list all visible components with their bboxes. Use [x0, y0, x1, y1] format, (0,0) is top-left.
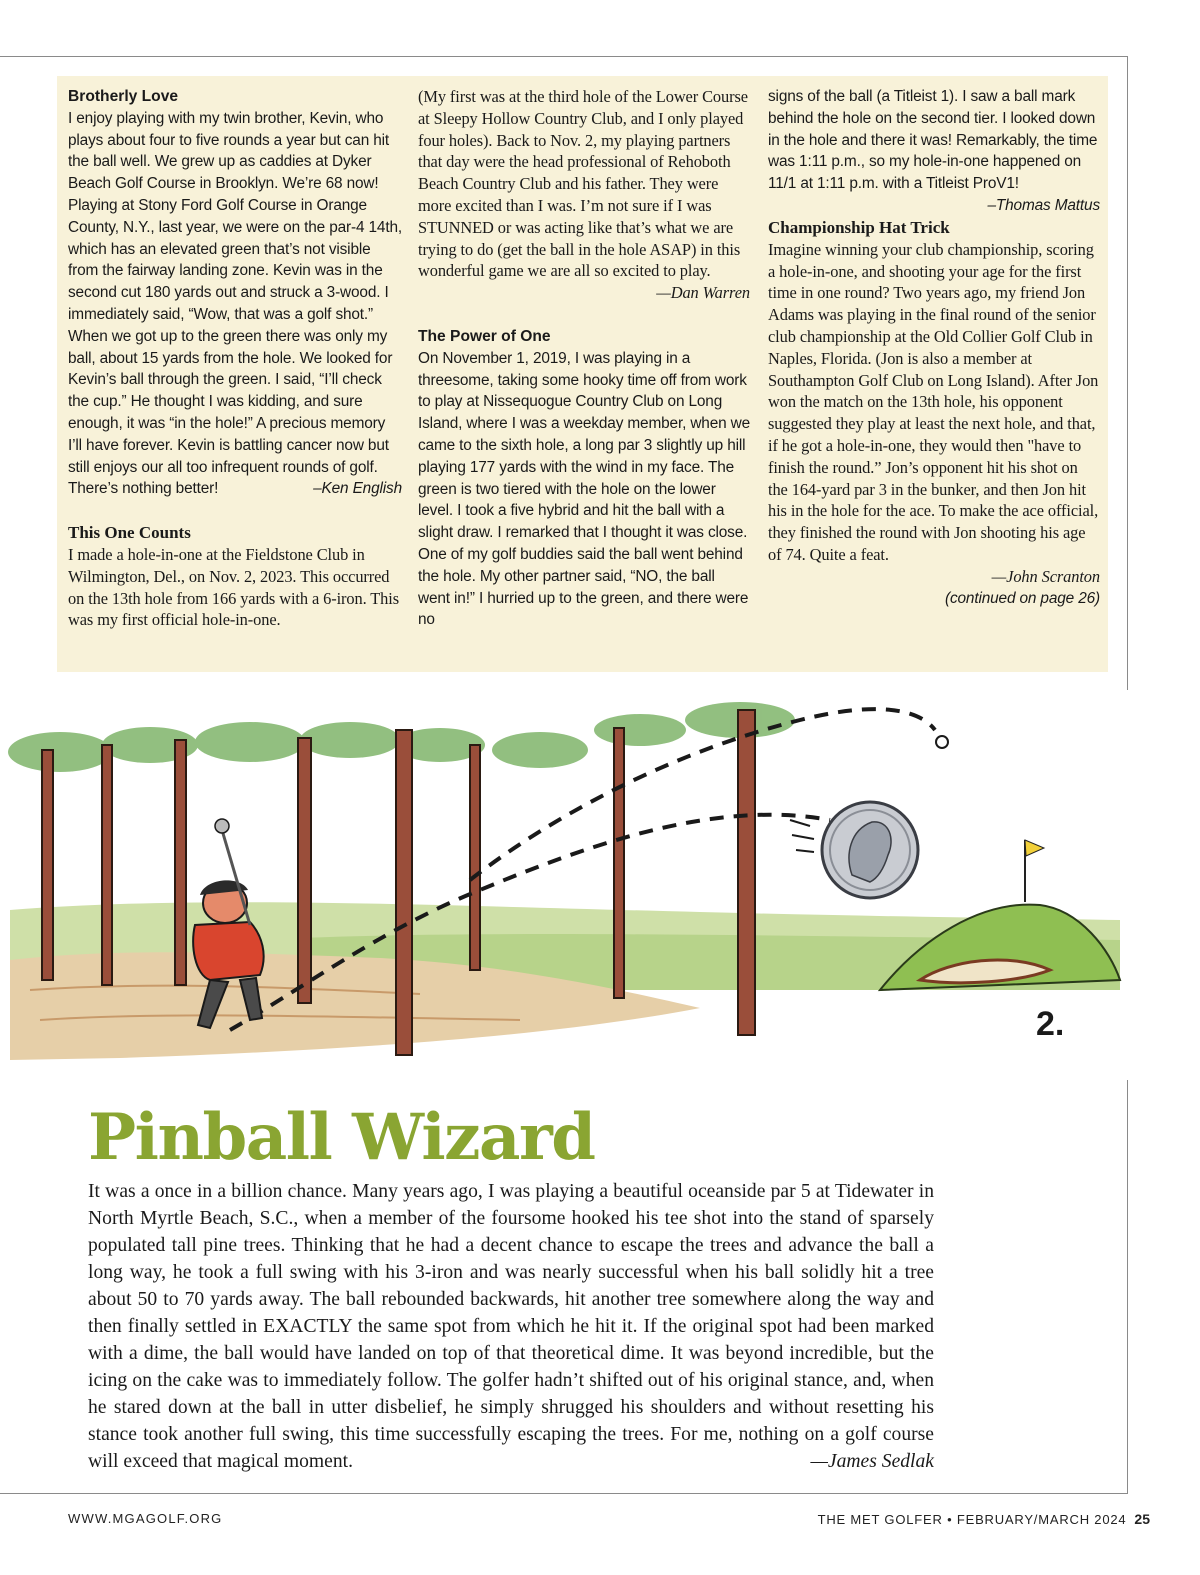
story-body-championship-hat-trick: Imagine winning your club championship, scoring a hole-in-one, and shooting your age for the first time in one round? Two years ago, my friend Jon Adams was playing in the final round of the senior club championship at the Old Collier Golf Club in Naples, Florida. (Jon is also a member at Southampton Golf Club on Long Island). After Jon won the match on the 13th hole, his opponent suggested they play at least the next hole, and that, if he got a hole-in-one, they would then "have to finish the round.” Jon’s opponent hit his shot on the 164-yard par 3 in the bunker, and then Jon hit his in the hole for the ace. To make the ace official, they finished the round with Jon shooting his age of 74. Quite a feat. — [768, 239, 1099, 564]
story-signature-dan-warren: —Dan Warren — [656, 283, 750, 303]
main-story-body-text: It was a once in a billion chance. Many years ago, I was playing a beautiful oceanside par 5 at Tidewater in North Myrtle Beach, S.C., when a member of the foursome hooked his tee shot into the stand of sparsely populated tall pine trees. Thinking that he had a decent chance to escape the trees and advance the ball a long way, he took a full swing with his 3-iron and was nearly successful when his ball solidly hit a tree about 50 to 70 yards away. The ball rebounded backwards, hit another tree somewhere along the way and then finally settled in EXACTLY the same spot from which he hit it. If the original spot had been marked with a dime, the ball would have landed on top of that theoretical dime. It was beyond incredible, but the icing on the cake was to immediately follow. The golfer hadn’t shifted out of his original stance, and, when he stared down at the ball in utter disbelief, he simply shrugged his shoulders and without resetting his stance took another full swing, this time successfully escaping the trees. For me, nothing on a golf course will exceed that magical moment. — [88, 1181, 934, 1472]
golf-cartoon-illustration — [0, 690, 1128, 1080]
story-body-this-one-counts: I made a hole-in-one at the Fieldstone Club in Wilmington, Del., on Nov. 2, 2023. This occurred on the 13th hole from 166 yards with a 6-iron. This was my first official hole-in-one. — [68, 544, 400, 630]
page-number: 25 — [1134, 1511, 1150, 1527]
story-body-power-of-one-cont — [768, 86, 1100, 214]
story-body-this-one-counts-cont: (My first was at the third hole of the Lower Course at Sleepy Hollow Country Club, and I only played four holes). Back to Nov. 2, my playing partners that day were the head professional of Rehoboth Beach Country Club and his father. They were more excited than I was. I’m not sure if I was STUNNED or was acting like that’s what we are trying to do (get the ball in the hole ASAP) in this wonderful game we are all so excited to play. — [418, 87, 748, 281]
story-heading-brotherly-love: Brotherly Love — [68, 88, 179, 105]
story-signature-john-scranton: —John Scranton — [991, 566, 1100, 586]
main-story-title: Pinball Wizard — [88, 1100, 595, 1175]
frame-bottom-rule — [0, 1493, 1128, 1494]
golf-ball — [936, 736, 948, 748]
story-signature-ken-english: –Ken English — [313, 480, 402, 498]
story-heading-power-of-one: The Power of One — [418, 327, 551, 345]
sidebar-column-1 — [68, 86, 402, 631]
story-heading-championship-hat-trick: Championship Hat Trick — [768, 217, 950, 237]
story-body-brotherly-love — [68, 108, 402, 500]
story-heading-this-one-counts: This One Counts — [68, 523, 191, 543]
frame-top-rule — [0, 56, 1127, 57]
story-body-power-of-one: On November 1, 2019, I was playing in a threesome, taking some hooky time off from work to play at Nissequogue Country Club on Long Island, where I was a weekday member, when we came to the sixth hole, a long par 3 slightly up hill playing 177 yards with the wind in my face. The green is two tiered with the hole on the lower level. I took a five hybrid and hit the ball with a slight draw. I remarked that I thought it was close. One of my golf buddies said the ball went behind the hole. My other partner said, “NO, the ball went in!” I hurried up to the green, and there were no — [418, 349, 751, 629]
sidebar-column-2 — [418, 86, 750, 631]
story-body-text: I enjoy playing with my twin brother, Kevin, who plays about four to five rounds a year but can hit the ball well. We grew up as caddies at Dyker Beach Golf Course in Brooklyn. We’re 68 now! Playing at Stony Ford Golf Course in Orange County, N.Y., last year, we were on the par-4 14th, which has an elevated green that’s not visible from the fairway landing zone. Kevin was in the second cut 180 yards out and struck a 3-wood. I immediately said, “Wow, that was a golf shot.” When we got up to the green there was only my ball, about 15 yards from the hole. We looked for Kevin’s ball through the green. I said, “I’ll check the cup.” He thought I was kidding, and sure enough, it was “in the hole!” A precious memory I’ll have forever. Kevin is battling cancer now but still enjoys our all too infrequent rounds of golf. There’s nothing better! — [68, 109, 402, 498]
continued-note: (continued on page 26) — [944, 589, 1100, 607]
footer-website: WWW.MGAGOLF.ORG — [68, 1511, 223, 1526]
story-body-text: signs of the ball (a Titleist 1). I saw a ball mark behind the hole on the second tier. I looked down in the hole and there it was! Remarkably, the time was 1:11 p.m., so my hole-in-one happened on 11/1 at 1:11 p.m. with a Titleist ProV1! — [768, 88, 1098, 193]
illustration-number-label: 2. — [1036, 1005, 1065, 1043]
sidebar-column-3 — [768, 86, 1100, 609]
story-signature-thomas-mattus: –Thomas Mattus — [987, 196, 1100, 214]
footer-publication — [818, 1511, 1150, 1527]
main-story-body — [88, 1178, 934, 1475]
main-story-signature: —James Sedlak — [810, 1451, 934, 1472]
footer-publication-text: THE MET GOLFER • FEBRUARY/MARCH 2024 — [817, 1512, 1127, 1527]
